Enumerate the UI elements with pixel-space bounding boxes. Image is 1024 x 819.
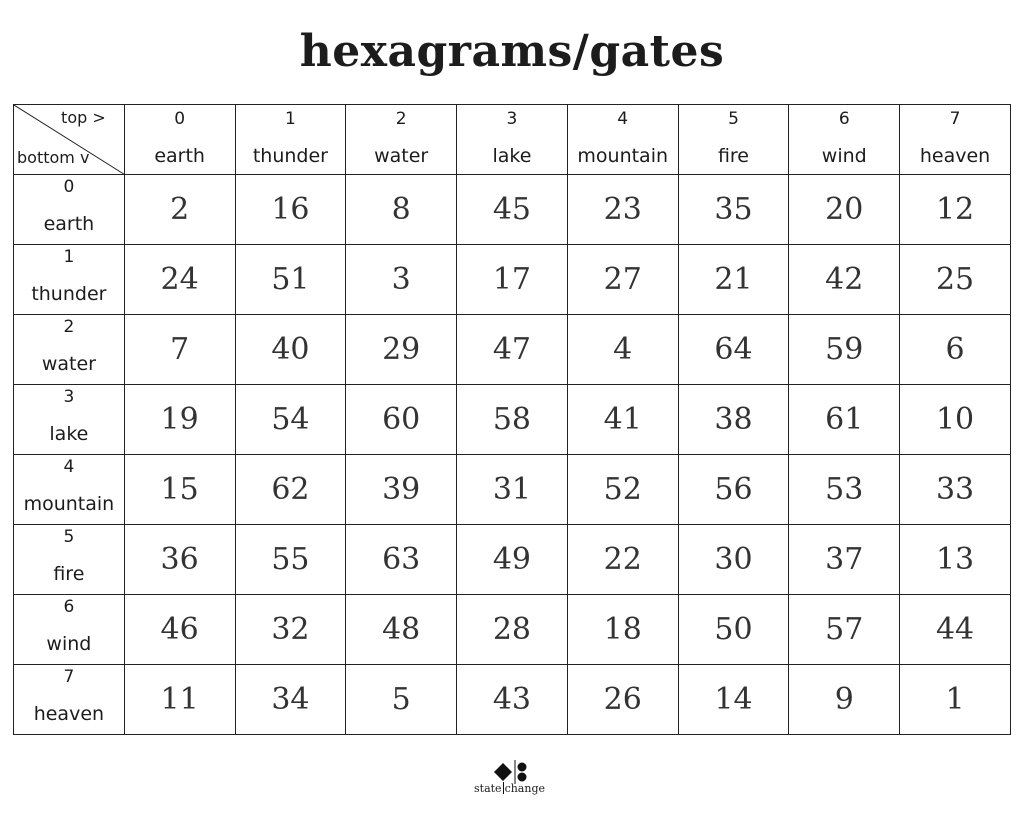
row-header — [14, 385, 125, 455]
gate-cell: 36 — [124, 525, 235, 595]
row-header — [14, 665, 125, 735]
gate-cell: 46 — [124, 595, 235, 665]
gate-cell: 48 — [346, 595, 457, 665]
gate-cell: 33 — [900, 455, 1011, 525]
row-header — [14, 315, 125, 385]
row-name: wind — [46, 633, 92, 655]
column-name: thunder — [252, 145, 328, 167]
column-index: 0 — [174, 109, 186, 129]
gate-cell: 27 — [567, 245, 678, 315]
column-name: wind — [821, 145, 867, 167]
gate-cell: 8 — [346, 175, 457, 245]
gate-cell: 2 — [124, 175, 235, 245]
column-index: 6 — [838, 109, 850, 129]
gate-cell: 44 — [900, 595, 1011, 665]
column-header — [235, 105, 346, 175]
top-axis-label: top > — [61, 108, 106, 127]
logo-wordmark — [474, 782, 550, 795]
gate-cell: 4 — [567, 315, 678, 385]
logo-separator — [503, 782, 504, 794]
row-index: 3 — [63, 387, 75, 407]
row-header — [14, 245, 125, 315]
row-index: 6 — [63, 597, 75, 617]
gate-cell: 54 — [235, 385, 346, 455]
gate-cell: 19 — [124, 385, 235, 455]
gate-cell: 55 — [235, 525, 346, 595]
row-name: earth — [43, 213, 95, 235]
column-name: mountain — [577, 145, 669, 167]
column-index: 7 — [949, 109, 961, 129]
gate-cell: 3 — [346, 245, 457, 315]
gate-cell: 14 — [678, 665, 789, 735]
gate-cell: 26 — [567, 665, 678, 735]
gate-cell: 63 — [346, 525, 457, 595]
corner-cell — [14, 105, 125, 175]
state-change-logo — [474, 758, 554, 798]
logo-word-change: change — [504, 782, 546, 795]
table-row — [14, 665, 1011, 735]
row-index: 7 — [63, 667, 75, 687]
gate-cell: 7 — [124, 315, 235, 385]
column-index: 4 — [617, 109, 629, 129]
gate-cell: 9 — [789, 665, 900, 735]
row-name: fire — [53, 563, 85, 585]
gate-cell: 43 — [457, 665, 568, 735]
gate-cell: 49 — [457, 525, 568, 595]
header-row — [14, 105, 1011, 175]
page-title: hexagrams/gates — [299, 26, 725, 77]
bottom-axis-label: bottom v — [17, 148, 90, 167]
row-header — [14, 525, 125, 595]
row-name: heaven — [33, 703, 105, 725]
gate-cell: 56 — [678, 455, 789, 525]
column-name: water — [374, 145, 429, 167]
column-header — [457, 105, 568, 175]
column-index: 1 — [285, 109, 296, 129]
gate-cell: 24 — [124, 245, 235, 315]
gate-cell: 20 — [789, 175, 900, 245]
row-index: 1 — [63, 247, 75, 267]
gate-cell: 21 — [678, 245, 789, 315]
gate-cell: 61 — [789, 385, 900, 455]
table-row — [14, 385, 1011, 455]
column-name: earth — [154, 145, 205, 167]
column-header — [346, 105, 457, 175]
gate-cell: 16 — [235, 175, 346, 245]
gate-cell: 50 — [678, 595, 789, 665]
gate-cell: 15 — [124, 455, 235, 525]
table-row — [14, 525, 1011, 595]
gate-cell: 5 — [346, 665, 457, 735]
row-name: lake — [49, 423, 89, 445]
gate-cell: 29 — [346, 315, 457, 385]
gate-cell: 59 — [789, 315, 900, 385]
logo-mark-icon — [484, 760, 532, 784]
row-name: mountain — [23, 493, 115, 515]
gate-cell: 39 — [346, 455, 457, 525]
table-row — [14, 595, 1011, 665]
row-index: 4 — [63, 457, 75, 477]
gate-cell: 64 — [678, 315, 789, 385]
gate-cell: 31 — [457, 455, 568, 525]
gate-cell: 41 — [567, 385, 678, 455]
row-header — [14, 175, 125, 245]
hexagram-table — [13, 104, 1011, 735]
gate-cell: 13 — [900, 525, 1011, 595]
gate-cell: 1 — [900, 665, 1011, 735]
column-header — [678, 105, 789, 175]
gate-cell: 40 — [235, 315, 346, 385]
gate-cell: 28 — [457, 595, 568, 665]
gate-cell: 62 — [235, 455, 346, 525]
row-index: 0 — [63, 177, 75, 197]
gate-cell: 17 — [457, 245, 568, 315]
gate-cell: 25 — [900, 245, 1011, 315]
table-row — [14, 455, 1011, 525]
gate-cell: 22 — [567, 525, 678, 595]
column-header — [789, 105, 900, 175]
row-header — [14, 595, 125, 665]
gate-cell: 51 — [235, 245, 346, 315]
gate-cell: 10 — [900, 385, 1011, 455]
gate-cell: 37 — [789, 525, 900, 595]
gate-cell: 11 — [124, 665, 235, 735]
gate-cell: 18 — [567, 595, 678, 665]
gate-cell: 6 — [900, 315, 1011, 385]
gate-cell: 58 — [457, 385, 568, 455]
column-header — [567, 105, 678, 175]
gate-cell: 42 — [789, 245, 900, 315]
column-index: 3 — [506, 109, 518, 129]
row-name: thunder — [31, 283, 107, 305]
row-index: 5 — [63, 527, 75, 547]
gate-cell: 38 — [678, 385, 789, 455]
gate-cell: 45 — [457, 175, 568, 245]
column-name: lake — [492, 145, 532, 167]
gate-cell: 35 — [678, 175, 789, 245]
row-index: 2 — [63, 317, 75, 337]
row-header — [14, 455, 125, 525]
gate-cell: 60 — [346, 385, 457, 455]
table-row — [14, 245, 1011, 315]
table-row — [14, 175, 1011, 245]
column-name: heaven — [919, 145, 991, 167]
column-index: 5 — [728, 109, 739, 129]
gate-cell: 52 — [567, 455, 678, 525]
gate-cell: 47 — [457, 315, 568, 385]
column-header — [900, 105, 1011, 175]
gate-cell: 30 — [678, 525, 789, 595]
gate-cell: 12 — [900, 175, 1011, 245]
gate-cell: 32 — [235, 595, 346, 665]
table-row — [14, 315, 1011, 385]
column-index: 2 — [395, 109, 407, 129]
gate-cell: 57 — [789, 595, 900, 665]
column-header — [124, 105, 235, 175]
logo-word-state: state — [474, 782, 502, 795]
row-name: water — [41, 353, 96, 375]
gate-cell: 53 — [789, 455, 900, 525]
column-name: fire — [717, 145, 749, 167]
gate-cell: 23 — [567, 175, 678, 245]
gate-cell: 34 — [235, 665, 346, 735]
